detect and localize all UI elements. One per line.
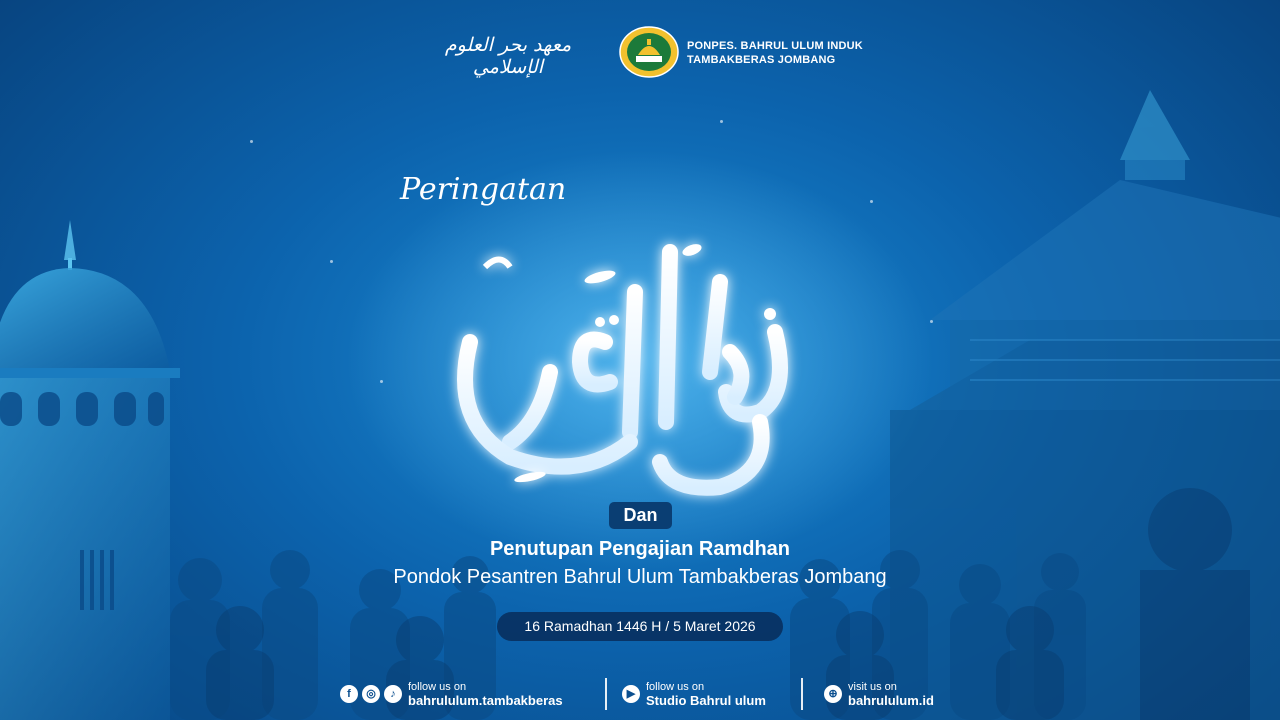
sparkle bbox=[870, 200, 873, 203]
event-subtitle: Penutupan Pengajian Ramdhan bbox=[489, 538, 791, 560]
intro-script: Peringatan bbox=[400, 172, 567, 207]
youtube-label: follow us on bbox=[646, 681, 705, 693]
footer-divider bbox=[801, 678, 803, 710]
institution-name-line1: PONPES. BAHRUL ULUM INDUK bbox=[687, 40, 863, 52]
organizer-name: Pondok Pesantren Bahrul Ulum Tambakberas Jombang bbox=[393, 566, 887, 588]
globe-icon[interactable]: ⊕ bbox=[824, 685, 842, 703]
website-label: visit us on bbox=[848, 681, 897, 693]
website-link[interactable]: bahrululum.id bbox=[848, 693, 934, 708]
arabic-institution-name: معهد بحر العلوم الإسلامي bbox=[444, 34, 572, 78]
social-handle-link[interactable]: bahrululum.tambakberas bbox=[408, 693, 563, 708]
footer bbox=[0, 676, 1280, 716]
institution-name bbox=[687, 39, 877, 67]
institution-name-line2: TAMBAKBERAS JOMBANG bbox=[687, 54, 836, 66]
pesantren-logo bbox=[618, 25, 680, 79]
footer-divider bbox=[605, 678, 607, 710]
conjunction-badge: Dan bbox=[609, 502, 672, 529]
sparkle bbox=[720, 120, 723, 123]
youtube-channel-link[interactable]: Studio Bahrul ulum bbox=[646, 693, 766, 708]
instagram-icon[interactable]: ◎ bbox=[362, 685, 380, 703]
header bbox=[0, 24, 1280, 84]
sparkle bbox=[330, 260, 333, 263]
youtube-icon[interactable]: ▶ bbox=[622, 685, 640, 703]
sparkle bbox=[250, 140, 253, 143]
sparkle bbox=[380, 380, 383, 383]
facebook-icon[interactable]: f bbox=[340, 685, 358, 703]
tiktok-icon[interactable]: ♪ bbox=[384, 685, 402, 703]
nuzulul-quran-calligraphy bbox=[430, 222, 820, 512]
event-date: 16 Ramadhan 1446 H / 5 Maret 2026 bbox=[497, 612, 783, 641]
social-label: follow us on bbox=[408, 681, 467, 693]
